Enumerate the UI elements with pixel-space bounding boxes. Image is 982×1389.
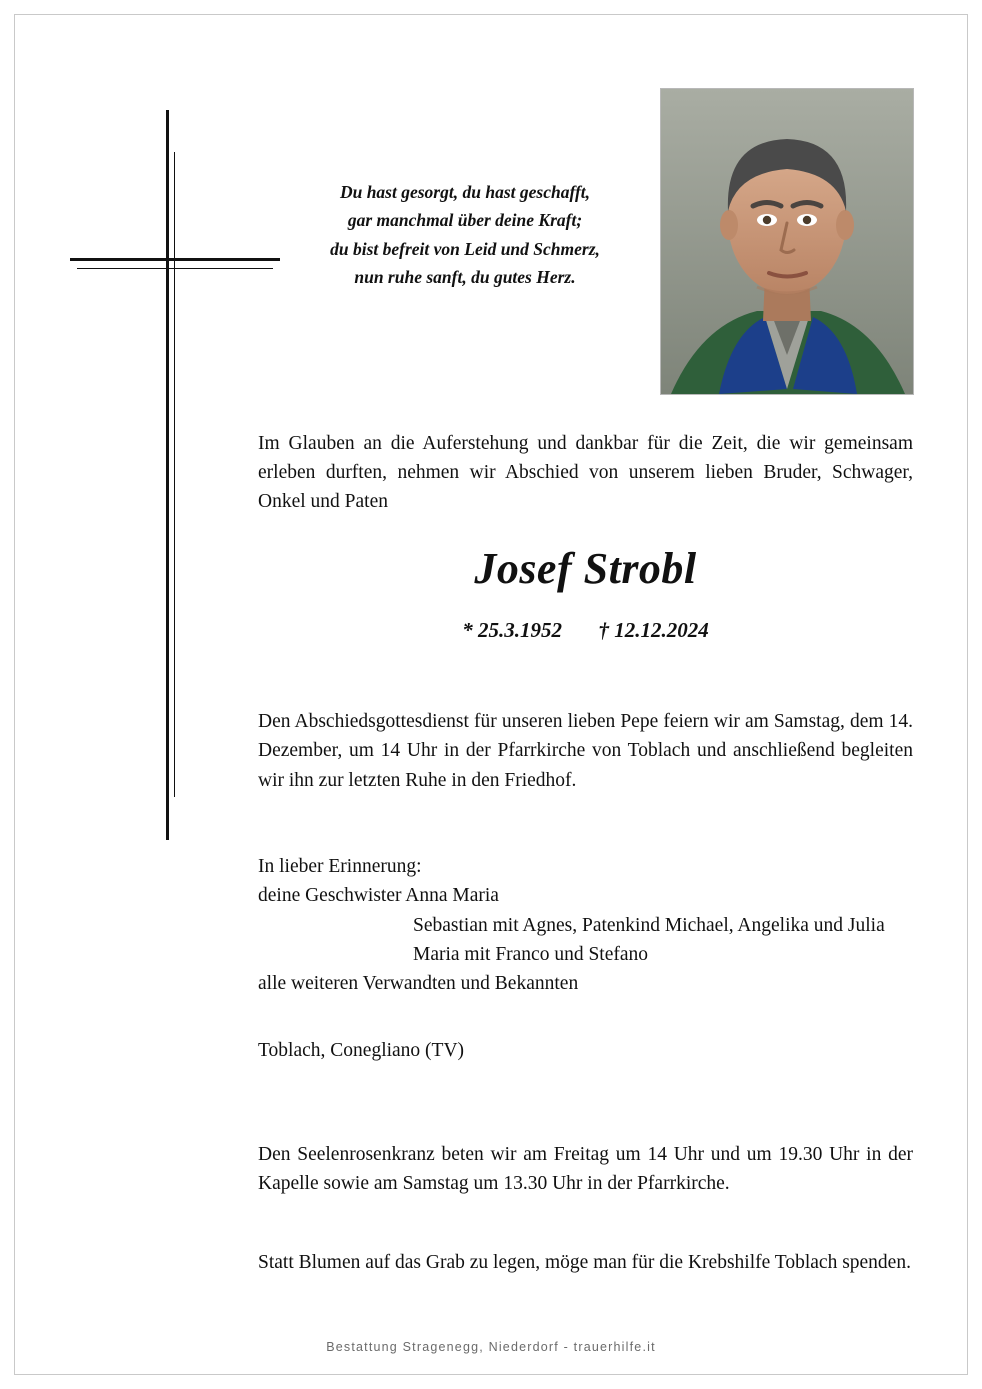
life-dates bbox=[258, 618, 913, 643]
memory-heading: In lieber Erinnerung: bbox=[258, 856, 422, 877]
memory-line-1: deine Geschwister Anna Maria bbox=[258, 885, 499, 907]
deceased-name: Josef Strobl bbox=[474, 544, 697, 593]
memory-line-2: Sebastian mit Agnes, Patenkind Michael, Angelika und Julia bbox=[413, 914, 885, 936]
poem-line-1: Du hast gesorgt, du hast geschafft, bbox=[339, 182, 591, 202]
cross-horizontal-thin bbox=[77, 268, 273, 269]
footer-credit: Bestattung Stragenegg, Niederdorf - trauerhilfe.it bbox=[326, 1340, 656, 1354]
service-info: Den Abschiedsgottesdienst für unseren lieben Pepe feiern wir am Samstag, dem 14. Dezember, um 14 Uhr in der Pfarrkirche von Toblach und anschließend begleiten wir ihn zur letzten Ruhe in den Friedhof. bbox=[258, 711, 913, 791]
cross-horizontal-thick bbox=[70, 258, 280, 261]
poem-line-3: du bist befreit von Leid und Schmerz, bbox=[330, 238, 600, 259]
places: Toblach, Conegliano (TV) bbox=[258, 1040, 465, 1061]
portrait-photo bbox=[660, 88, 914, 395]
cross-vertical-thin bbox=[174, 152, 175, 797]
intro-paragraph: Im Glauben an die Auferstehung und dankbar für die Zeit, die wir gemeinsam erleben durften, nehmen wir Abschied von unserem lieben Bruder, Schwager, Onkel und Paten bbox=[258, 433, 913, 512]
memory-line-4: alle weiteren Verwandten und Bekannten bbox=[258, 973, 579, 994]
portrait-photo-image bbox=[661, 89, 913, 394]
memory-block bbox=[258, 852, 913, 998]
poem-line-2: gar manchmal über deine Kraft; bbox=[347, 210, 583, 231]
donation-note: Statt Blumen auf das Grab zu legen, möge man für die Krebshilfe Toblach spenden. bbox=[258, 1252, 911, 1273]
poem bbox=[300, 178, 630, 291]
memory-line-3: Maria mit Franco und Stefano bbox=[413, 943, 649, 965]
cross-vertical-thick bbox=[166, 110, 169, 840]
poem-line-4: nun ruhe sanft, du gutes Herz. bbox=[354, 267, 576, 288]
rosary-info: Den Seelenrosenkranz beten wir am Freitag um 14 Uhr und um 19.30 Uhr in der Kapelle sowie am Samstag um 13.30 Uhr in der Pfarrkirche. bbox=[258, 1144, 913, 1195]
cross-icon bbox=[70, 110, 280, 840]
birth-date: * 25.3.1952 bbox=[462, 618, 562, 642]
death-date: † 12.12.2024 bbox=[598, 618, 709, 642]
